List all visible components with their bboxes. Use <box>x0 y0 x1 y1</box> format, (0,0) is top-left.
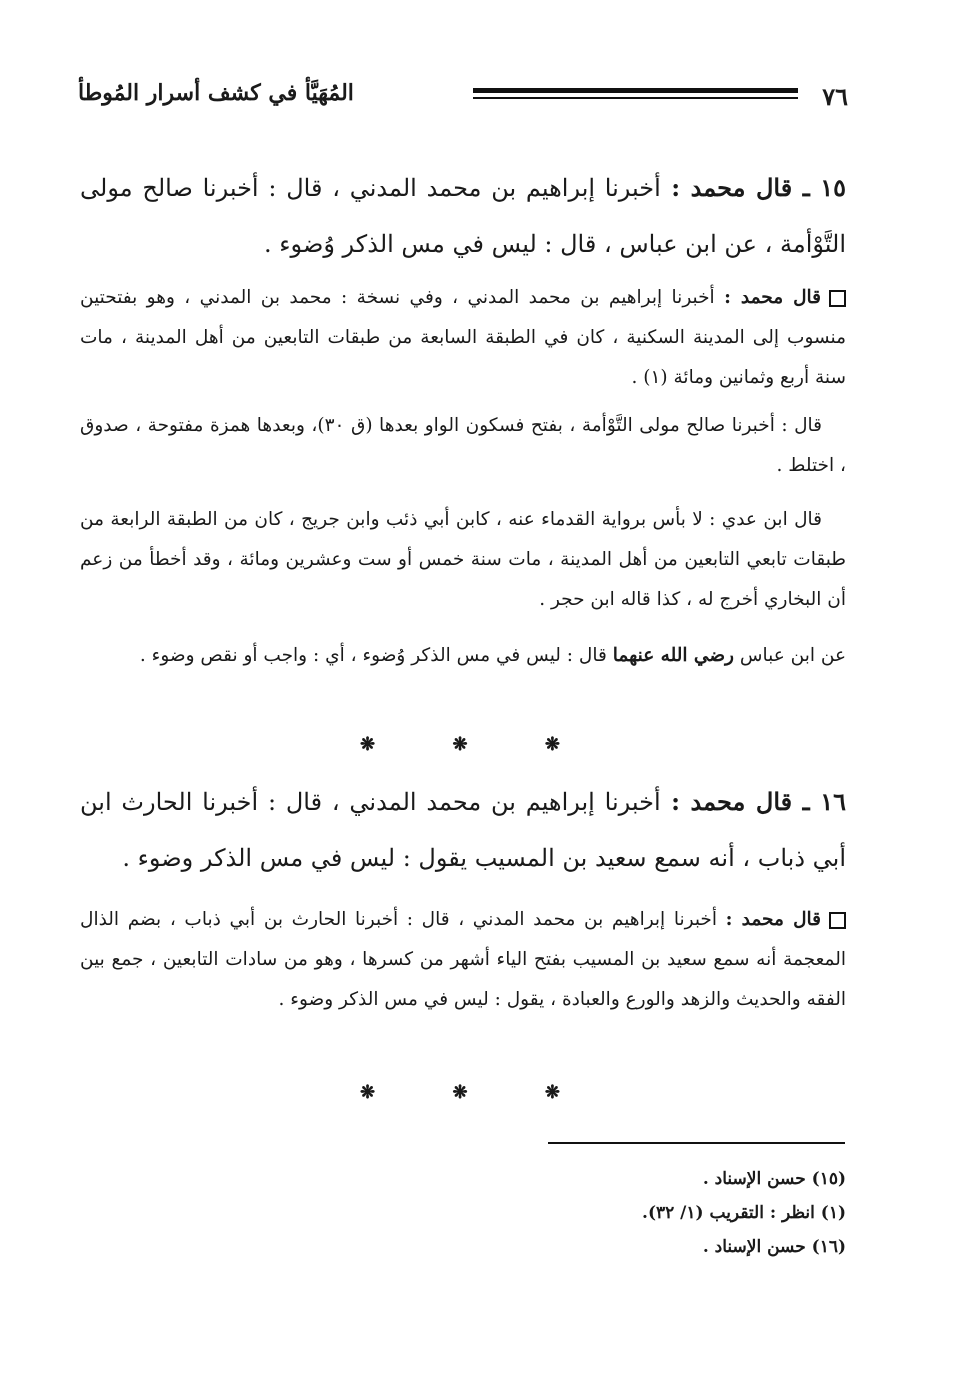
commentary-15-para-2: قال : أخبرنا صالح مولى التَّوْأمة ، بفتح فسكون الواو بعدها (ق ٣٠)، وبعدها همزة مفتوحة ، صدوق ، اختلط . <box>80 415 846 476</box>
star-icon: ❋ <box>360 734 376 755</box>
separator-stars-1 <box>360 734 560 755</box>
commentary-text: أخبرنا إبراهيم بن محمد المدني ، وفي نسخة : محمد بن المدني ، وهو بفتحتين منسوب إلى المدينة السكنية ، كان في الطبقة السابعة من طبقات التابعين من أهل المدينة ، مات سنة أربع وثمانين ومائة (١) . <box>80 287 846 388</box>
star-icon: ❋ <box>544 1082 560 1103</box>
commentary-16-para-1 <box>80 900 846 1020</box>
hadith-text: أخبرنا إبراهيم بن محمد المدني ، قال : أخبرنا صالح مولى التَّوْأمة ، عن ابن عباس ، قال : ليس في مس الذكر وُضوء . <box>80 174 846 258</box>
hadith-16 <box>80 774 846 886</box>
commentary-honorific: رضي الله عنهما <box>612 645 734 666</box>
star-icon: ❋ <box>544 734 560 755</box>
commentary-15-para-3: قال ابن عدي : لا بأس برواية القدماء عنه ، كابن أبي ذئب وابن جريج ، كان من الطبقة الرابعة من طبقات تابعي التابعين من أهل المدينة ، مات سنة خمس أو ست وعشرين ومائة ، وقد أخطأ من زعم أن البخاري أخرج له ، كذا قاله ابن حجر . <box>80 509 846 610</box>
hadith-lead: قال محمد : <box>671 787 793 816</box>
star-icon: ❋ <box>452 734 468 755</box>
page-number: ٧٦ <box>822 82 848 111</box>
book-title: المُهَيَّأ في كشف أسرار المُوطأ <box>78 80 354 106</box>
commentary-text: أخبرنا إبراهيم بن محمد المدني ، قال : أخبرنا الحارث بن أبي ذباب ، بضم الذال المعجمة أنه سمع سعيد بن المسيب بفتح الياء أشهر من كسرها ، وهو من سادات التابعين ، جمع بين الفقه والحديث والزهد والورع والعبادة ، يقول : ليس في مس الذكر وضوء . <box>80 909 846 1010</box>
star-icon: ❋ <box>452 1082 468 1103</box>
footnotes <box>642 1162 846 1264</box>
commentary-lead: قال محمد : <box>725 909 822 930</box>
commentary-text: عن ابن عباس <box>739 645 846 666</box>
star-icon: ❋ <box>360 1082 376 1103</box>
commentary-text: قال : ليس في مس الذكر وُضوء ، أي : واجب أو نقص وضوء . <box>139 645 607 666</box>
hadith-15 <box>80 160 846 272</box>
footnote: (١) انظر : التقريب (١/ ٣٢). <box>642 1203 846 1223</box>
footnote: (١٥) حسن الإسناد . <box>702 1169 846 1189</box>
hadith-number: ١٦ ـ <box>802 787 846 816</box>
separator-stars-2 <box>360 1082 560 1103</box>
hadith-number: ١٥ ـ <box>802 173 846 202</box>
commentary-lead: قال محمد : <box>724 287 821 308</box>
footnote: (١٦) حسن الإسناد . <box>702 1237 846 1257</box>
page-header <box>78 76 848 116</box>
commentary-15-para-1 <box>80 278 846 398</box>
commentary-15-para-4 <box>80 636 846 676</box>
header-rule <box>473 88 798 99</box>
hadith-text: أخبرنا إبراهيم بن محمد المدني ، قال : أخبرنا الحارث ابن أبي ذباب ، أنه سمع سعيد بن المسيب يقول : ليس في مس الذكر وضوء . <box>80 788 846 872</box>
square-marker-icon <box>829 912 846 929</box>
footnote-rule <box>548 1142 845 1144</box>
hadith-lead: قال محمد : <box>671 173 793 202</box>
square-marker-icon <box>829 290 846 307</box>
